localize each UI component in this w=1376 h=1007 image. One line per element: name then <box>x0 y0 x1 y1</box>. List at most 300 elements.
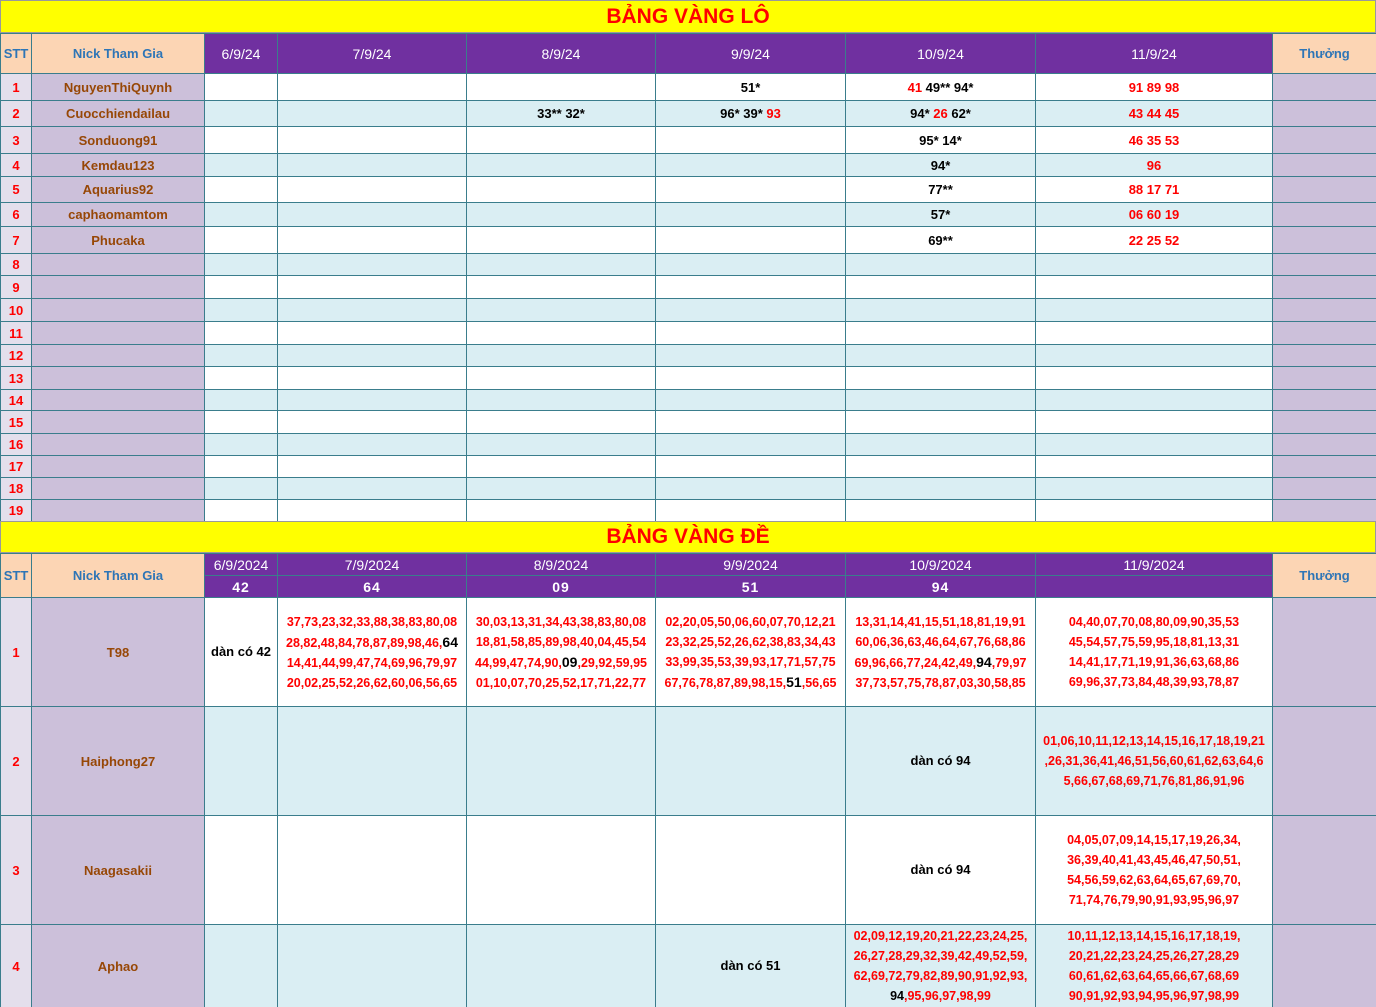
de-pick-cell <box>656 707 846 816</box>
de-result-value: 09 <box>467 576 656 598</box>
de-numbers: 26,27,28,29,32,39,42,49,52,59, <box>853 949 1028 963</box>
de-dan-label: dàn có 42 <box>211 644 271 659</box>
lo-pick-cell <box>278 154 467 177</box>
lo-pick-cell <box>205 411 278 434</box>
de-number-list <box>1036 926 1272 1006</box>
lo-pick-cell <box>1036 299 1273 322</box>
lo-pick-cell <box>846 101 1036 127</box>
de-number-line <box>1036 986 1272 1006</box>
de-prize-cell <box>1273 707 1376 816</box>
de-stt-cell: 3 <box>1 816 32 925</box>
lo-nick-cell <box>32 254 205 276</box>
de-result-value: 64 <box>278 576 467 598</box>
lo-pick-cell <box>1036 434 1273 456</box>
lo-pick-cell <box>467 345 656 367</box>
de-date-header: 7/9/2024 <box>278 554 467 576</box>
lo-row <box>1 177 1376 203</box>
lo-prize-cell <box>1273 127 1376 154</box>
de-numbers: 02,20,05,50,06,60,07,70,12,21 <box>665 614 836 629</box>
de-number-line <box>278 612 466 632</box>
de-numbers: 94 <box>890 989 904 1003</box>
lo-pick-number: 95* 14* <box>919 132 962 148</box>
de-numbers: 71,74,76,79,90,91,93,95,96,97 <box>1068 893 1240 907</box>
lo-pick-cell <box>1036 254 1273 276</box>
de-prize-header: Thưởng <box>1273 554 1376 598</box>
de-pick-cell <box>467 598 656 707</box>
de-prize-cell <box>1273 816 1376 925</box>
de-pick-cell <box>1036 925 1273 1007</box>
lo-board-title: BẢNG VÀNG LÔ <box>0 0 1376 33</box>
lo-pick-cell <box>656 322 846 345</box>
de-stt-header: STT <box>1 554 32 598</box>
lo-date-header: 7/9/24 <box>278 34 467 74</box>
de-pick-cell <box>846 925 1036 1007</box>
de-pick-cell <box>278 925 467 1007</box>
de-result-value: 51 <box>656 576 846 598</box>
de-numbers: 01,06,10,11,12,13,14,15,16,17,18,19,21 <box>1043 734 1265 748</box>
lo-pick-cell <box>205 276 278 299</box>
lo-hit-number: 46 35 53 <box>1128 132 1180 148</box>
lo-row <box>1 101 1376 127</box>
lo-stt-cell: 2 <box>1 101 32 127</box>
de-numbers: ,79,97 <box>991 655 1027 670</box>
lo-stt-cell: 11 <box>1 322 32 345</box>
lo-pick-cell <box>278 478 467 500</box>
lo-prize-cell <box>1273 254 1376 276</box>
de-numbers: 36,39,40,41,43,45,46,47,50,51, <box>1067 853 1241 867</box>
lo-stt-cell: 14 <box>1 390 32 411</box>
lo-hit-number: 91 89 98 <box>1128 79 1180 95</box>
lo-prize-cell <box>1273 74 1376 101</box>
lo-stt-cell: 10 <box>1 299 32 322</box>
de-numbers: ,29,92,59,95 <box>577 655 647 670</box>
lo-prize-cell <box>1273 390 1376 411</box>
lo-pick-cell <box>205 177 278 203</box>
lo-nick-cell <box>32 322 205 345</box>
de-pick-cell <box>205 925 278 1007</box>
lo-stt-cell: 17 <box>1 456 32 478</box>
de-date-header: 11/9/2024 <box>1036 554 1273 576</box>
lo-pick-number: 96* 39* <box>720 106 767 121</box>
de-numbers: 04,05,07,09,14,15,17,19,26,34, <box>1067 833 1241 847</box>
lo-prize-cell <box>1273 154 1376 177</box>
de-stt-cell: 4 <box>1 925 32 1007</box>
lo-pick-cell <box>467 203 656 227</box>
lo-pick-cell <box>278 74 467 101</box>
de-numbers: 04,40,07,70,08,80,09,90,35,53 <box>1068 615 1240 629</box>
de-result-value: 42 <box>205 576 278 598</box>
lo-stt-header: STT <box>1 34 32 74</box>
lo-hit-number: 96 <box>1146 157 1162 173</box>
lo-pick-cell <box>278 456 467 478</box>
lo-pick-cell <box>278 177 467 203</box>
lo-prize-cell <box>1273 456 1376 478</box>
de-number-line <box>278 632 466 653</box>
de-numbers: ,95,96,97,98,99 <box>904 989 991 1003</box>
de-number-line <box>656 632 845 652</box>
de-row <box>1 598 1376 707</box>
lo-prize-cell <box>1273 367 1376 390</box>
de-numbers: 14,41,44,99,47,74,69,96,79,97 <box>286 655 458 670</box>
lo-pick-number: 57* <box>930 207 951 222</box>
lo-pick-cell <box>1036 127 1273 154</box>
de-number-line <box>1036 890 1272 910</box>
lo-pick-cell <box>656 500 846 522</box>
lo-pick-cell <box>278 299 467 322</box>
de-numbers: 20,02,25,52,26,62,60,06,56,65 <box>286 675 458 690</box>
de-date-header: 8/9/2024 <box>467 554 656 576</box>
de-number-line <box>846 926 1035 946</box>
lo-header-row <box>1 34 1376 74</box>
lo-pick-cell <box>1036 478 1273 500</box>
lo-pick-cell <box>467 74 656 101</box>
de-number-list <box>656 612 845 693</box>
lo-pick-cell <box>467 390 656 411</box>
lo-row <box>1 227 1376 254</box>
de-number-list <box>846 612 1035 693</box>
lo-pick-cell <box>1036 101 1273 127</box>
de-numbers: 69,96,37,73,84,48,39,93,78,87 <box>1068 675 1240 689</box>
de-number-line <box>1036 731 1272 751</box>
de-pick-cell <box>656 598 846 707</box>
lo-stt-cell: 13 <box>1 367 32 390</box>
de-numbers: 33,99,35,53,39,93,17,71,57,75 <box>665 654 836 669</box>
de-date-header: 9/9/2024 <box>656 554 846 576</box>
de-number-line <box>656 672 845 693</box>
de-numbers: 69,96,66,77,24,42,49, <box>854 655 977 670</box>
lo-stt-cell: 7 <box>1 227 32 254</box>
de-number-line <box>846 966 1035 986</box>
de-dan-label: dàn có 94 <box>910 753 971 768</box>
lo-stt-cell: 5 <box>1 177 32 203</box>
lo-stt-cell: 1 <box>1 74 32 101</box>
de-pick-cell <box>656 925 846 1007</box>
lo-pick-cell <box>205 74 278 101</box>
lo-pick-number: 77** <box>928 182 953 197</box>
de-numbers: 10,11,12,13,14,15,16,17,18,19, <box>1067 929 1241 943</box>
de-numbers: 60,06,36,63,46,64,67,76,68,86 <box>855 634 1026 649</box>
lo-pick-cell <box>846 177 1036 203</box>
lo-pick-number: 33** 32* <box>537 106 585 121</box>
lo-pick-cell <box>656 74 846 101</box>
lo-pick-cell <box>205 367 278 390</box>
de-pick-cell <box>1036 598 1273 707</box>
de-number-line <box>467 673 655 693</box>
lo-nick-cell: Cuocchiendailau <box>32 101 205 127</box>
de-number-line <box>1036 652 1272 672</box>
de-numbers: 54,56,59,62,63,64,65,67,69,70, <box>1067 873 1241 887</box>
lo-pick-cell <box>846 456 1036 478</box>
lo-pick-cell <box>205 500 278 522</box>
lo-pick-cell <box>1036 390 1273 411</box>
lo-pick-cell <box>846 227 1036 254</box>
de-stt-cell: 2 <box>1 707 32 816</box>
lo-pick-cell <box>278 203 467 227</box>
lo-pick-cell <box>205 434 278 456</box>
lo-pick-cell <box>1036 345 1273 367</box>
lo-nick-cell <box>32 456 205 478</box>
lo-pick-cell <box>846 254 1036 276</box>
de-number-line <box>1036 612 1272 632</box>
de-number-line <box>1036 946 1272 966</box>
lo-pick-cell <box>1036 322 1273 345</box>
lo-prize-cell <box>1273 276 1376 299</box>
lo-prize-cell <box>1273 227 1376 254</box>
lo-pick-cell <box>846 345 1036 367</box>
lo-row <box>1 154 1376 177</box>
lo-row <box>1 434 1376 456</box>
lo-pick-cell <box>656 456 846 478</box>
de-pick-cell <box>205 707 278 816</box>
lo-nick-cell <box>32 434 205 456</box>
lo-pick-cell <box>278 254 467 276</box>
lo-pick-cell <box>656 101 846 127</box>
lo-pick-cell <box>205 254 278 276</box>
de-numbers: 67,76,78,87,89,98,15, <box>664 675 787 690</box>
lo-pick-cell <box>467 254 656 276</box>
lo-row <box>1 299 1376 322</box>
de-pick-cell <box>846 816 1036 925</box>
de-dan-label: dàn có 94 <box>910 862 971 877</box>
de-numbers: 13,31,14,41,15,51,18,81,19,91 <box>855 614 1026 629</box>
de-number-line <box>1036 751 1272 771</box>
de-number-line <box>278 673 466 693</box>
lo-stt-cell: 12 <box>1 345 32 367</box>
de-pick-cell <box>846 598 1036 707</box>
lo-stt-cell: 15 <box>1 411 32 434</box>
de-result-value: 94 <box>846 576 1036 598</box>
lo-stt-cell: 8 <box>1 254 32 276</box>
lo-pick-cell <box>1036 227 1273 254</box>
lo-row <box>1 500 1376 522</box>
de-dan-label: dàn có 51 <box>720 958 781 973</box>
lo-row <box>1 254 1376 276</box>
de-header-row <box>1 554 1376 576</box>
de-number-line <box>656 612 845 632</box>
de-nick-cell: T98 <box>32 598 205 707</box>
de-number-list <box>1036 731 1272 791</box>
lo-row <box>1 456 1376 478</box>
lo-hit-number: 43 44 45 <box>1128 106 1180 121</box>
lo-stt-cell: 4 <box>1 154 32 177</box>
lo-pick-cell <box>278 345 467 367</box>
de-numbers: 44,99,47,74,90, <box>475 655 562 670</box>
lo-pick-cell <box>467 434 656 456</box>
de-pick-cell <box>278 707 467 816</box>
lo-pick-number: 69** <box>928 232 953 248</box>
de-numbers: 37,73,57,75,78,87,03,30,58,85 <box>855 675 1026 690</box>
de-pick-cell <box>467 816 656 925</box>
lo-pick-cell <box>467 276 656 299</box>
de-nick-header: Nick Tham Gia <box>32 554 205 598</box>
lo-row <box>1 322 1376 345</box>
lo-pick-number: 51* <box>740 79 761 95</box>
lo-nick-cell <box>32 299 205 322</box>
lo-hit-number: 06 60 19 <box>1128 207 1180 222</box>
lo-board-table <box>0 33 1376 522</box>
lo-row <box>1 345 1376 367</box>
lo-stt-cell: 6 <box>1 203 32 227</box>
lo-nick-cell <box>32 367 205 390</box>
de-number-line <box>1036 771 1272 791</box>
lo-pick-number: 49** 94* <box>922 79 974 95</box>
lo-pick-cell <box>846 390 1036 411</box>
lo-pick-cell <box>656 390 846 411</box>
lo-pick-cell <box>278 276 467 299</box>
lo-prize-cell <box>1273 434 1376 456</box>
lo-prize-cell <box>1273 345 1376 367</box>
lo-pick-cell <box>846 322 1036 345</box>
lo-pick-cell <box>205 322 278 345</box>
de-number-list <box>1036 830 1272 910</box>
lo-prize-cell <box>1273 478 1376 500</box>
lo-hit-number: 22 25 52 <box>1128 232 1180 248</box>
lo-pick-cell <box>1036 456 1273 478</box>
de-numbers: 28,82,48,84,78,87,89,98,46, <box>286 635 443 650</box>
de-row <box>1 816 1376 925</box>
lo-pick-cell <box>656 367 846 390</box>
de-nick-cell: Aphao <box>32 925 205 1007</box>
lo-pick-cell <box>205 478 278 500</box>
lo-nick-cell <box>32 276 205 299</box>
lo-pick-cell <box>656 345 846 367</box>
lo-pick-cell <box>278 127 467 154</box>
lo-prize-cell <box>1273 203 1376 227</box>
de-result-value <box>1036 576 1273 598</box>
lo-date-header: 11/9/24 <box>1036 34 1273 74</box>
lo-nick-cell: Kemdau123 <box>32 154 205 177</box>
lo-pick-cell <box>467 227 656 254</box>
lo-stt-cell: 19 <box>1 500 32 522</box>
de-number-line <box>846 652 1035 673</box>
de-date-header: 6/9/2024 <box>205 554 278 576</box>
lo-pick-cell <box>278 322 467 345</box>
lo-pick-cell <box>467 127 656 154</box>
lo-pick-cell <box>467 411 656 434</box>
lo-pick-cell <box>278 390 467 411</box>
de-hit-number: 09 <box>561 653 578 670</box>
lo-pick-cell <box>278 367 467 390</box>
lo-pick-cell <box>467 101 656 127</box>
lo-row <box>1 478 1376 500</box>
lo-pick-cell <box>205 390 278 411</box>
lo-stt-cell: 9 <box>1 276 32 299</box>
lo-hit-number: 26 <box>933 106 948 121</box>
lo-date-header: 6/9/24 <box>205 34 278 74</box>
de-number-line <box>1036 870 1272 890</box>
de-number-line <box>1036 966 1272 986</box>
lo-pick-cell <box>205 299 278 322</box>
de-date-header: 10/9/2024 <box>846 554 1036 576</box>
lo-pick-cell <box>205 456 278 478</box>
lo-row <box>1 276 1376 299</box>
lo-pick-cell <box>846 74 1036 101</box>
lo-hit-number: 41 <box>907 79 923 95</box>
lo-pick-cell <box>846 478 1036 500</box>
lo-nick-cell <box>32 478 205 500</box>
lo-prize-header: Thưởng <box>1273 34 1376 74</box>
lo-pick-cell <box>656 478 846 500</box>
de-pick-cell <box>278 598 467 707</box>
lo-stt-cell: 3 <box>1 127 32 154</box>
lo-pick-cell <box>278 500 467 522</box>
de-number-line <box>1036 830 1272 850</box>
de-number-line <box>656 652 845 672</box>
de-prize-cell <box>1273 925 1376 1007</box>
de-number-line <box>278 653 466 673</box>
de-nick-cell: Haiphong27 <box>32 707 205 816</box>
lo-nick-cell: Sonduong91 <box>32 127 205 154</box>
lo-row <box>1 411 1376 434</box>
de-number-list <box>846 926 1035 1006</box>
lo-row <box>1 367 1376 390</box>
lo-pick-cell <box>1036 500 1273 522</box>
lo-nick-cell <box>32 500 205 522</box>
lo-pick-cell <box>846 276 1036 299</box>
lo-nick-cell <box>32 390 205 411</box>
de-nick-cell: Naagasakii <box>32 816 205 925</box>
lo-pick-cell <box>205 154 278 177</box>
de-number-line <box>467 652 655 673</box>
de-board-table <box>0 553 1376 1007</box>
lo-row <box>1 127 1376 154</box>
de-pick-cell <box>467 925 656 1007</box>
lo-date-header: 10/9/24 <box>846 34 1036 74</box>
lo-pick-cell <box>1036 154 1273 177</box>
lo-pick-cell <box>467 456 656 478</box>
lo-pick-cell <box>467 500 656 522</box>
de-number-line <box>846 612 1035 632</box>
lo-nick-cell <box>32 345 205 367</box>
lo-pick-cell <box>846 367 1036 390</box>
lo-date-header: 8/9/24 <box>467 34 656 74</box>
de-number-line <box>846 673 1035 693</box>
de-numbers: ,56,65 <box>801 675 837 690</box>
de-pick-cell <box>1036 707 1273 816</box>
lo-pick-cell <box>467 177 656 203</box>
lo-hit-number: 88 17 71 <box>1128 182 1180 197</box>
lo-pick-cell <box>1036 203 1273 227</box>
de-numbers: 5,66,67,68,69,71,76,81,86,91,96 <box>1063 774 1245 788</box>
de-number-line <box>467 632 655 652</box>
lo-pick-cell <box>656 154 846 177</box>
lo-pick-cell <box>846 500 1036 522</box>
lo-pick-cell <box>1036 74 1273 101</box>
lo-pick-cell <box>656 434 846 456</box>
lo-prize-cell <box>1273 177 1376 203</box>
lo-pick-cell <box>205 345 278 367</box>
lo-stt-cell: 16 <box>1 434 32 456</box>
de-pick-cell <box>1036 816 1273 925</box>
lo-pick-number: 94* <box>910 106 934 121</box>
de-pick-cell <box>278 816 467 925</box>
de-numbers: 30,03,13,31,34,43,38,83,80,08 <box>475 614 647 629</box>
de-pick-cell <box>467 707 656 816</box>
lo-pick-cell <box>1036 276 1273 299</box>
de-number-list <box>467 612 655 693</box>
de-prize-cell <box>1273 598 1376 707</box>
lo-nick-cell: caphaomamtom <box>32 203 205 227</box>
de-numbers: 18,81,58,85,89,98,40,04,45,54 <box>475 634 647 649</box>
lo-pick-cell <box>205 127 278 154</box>
lo-date-header: 9/9/24 <box>656 34 846 74</box>
de-number-line <box>467 612 655 632</box>
de-numbers: 37,73,23,32,33,88,38,83,80,08 <box>286 614 458 629</box>
lo-row <box>1 203 1376 227</box>
lo-prize-cell <box>1273 322 1376 345</box>
de-board-title: BẢNG VÀNG ĐỀ <box>0 521 1376 553</box>
lo-pick-cell <box>1036 411 1273 434</box>
